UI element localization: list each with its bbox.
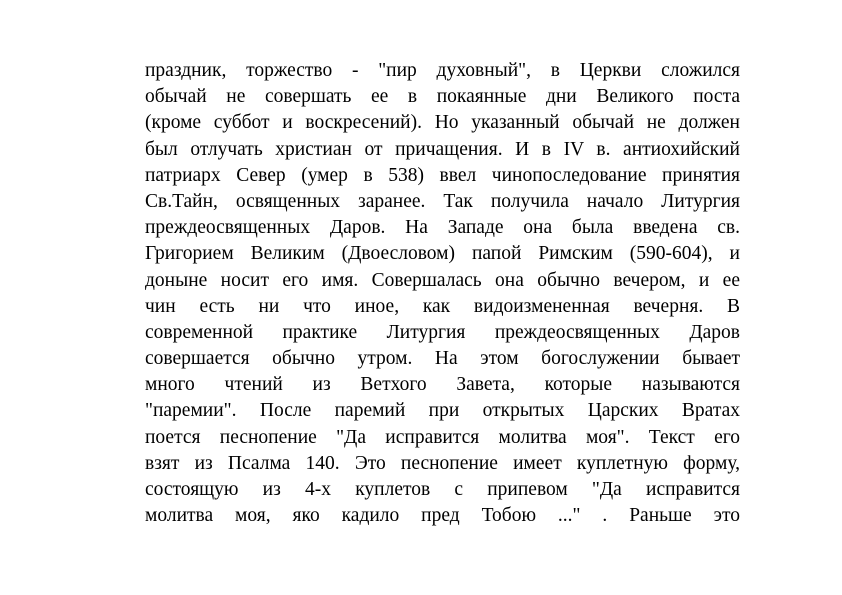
text-line: преждеосвященных Даров. На Западе она была введена св. [145,217,740,239]
text-line: праздник, торжество - "пир духовный", в Церкви сложился [145,60,740,81]
body-text [145,58,740,529]
text-line: был отлучать христиан от причащения. И в IV в. антиохийский [145,138,740,160]
text-line: современной практике Литургия преждеосвященных Даров [145,321,740,343]
text-line: молитва моя, яко кадило пред Тобою ..." . Раньше это [145,505,740,527]
text-line: Григорием Великим (Двоесловом) папой Римским (590-604), и [145,243,740,265]
text-line: "паремии". После паремий при открытых Царских Вратах [145,400,740,422]
text-line: чин есть ни что иное, как видоизмененная вечерня. В [145,295,740,317]
text-line: состоящую из 4-х куплетов с припевом "Да исправится [145,479,740,500]
text-line: Св.Тайн, освященных заранее. Так получила начало Литургия [145,190,740,212]
text-line: обычай не совершать ее в покаянные дни Великого поста [145,86,740,108]
text-line: взят из Псалма 140. Это песнопение имеет куплетную форму, [145,452,740,474]
text-line: поется песнопение "Да исправится молитва моя". Текст его [145,426,740,448]
text-line: доныне носит его имя. Совершалась она обычно вечером, и ее [145,269,740,291]
text-line: совершается обычно утром. На этом богослужении бывает [145,348,740,370]
text-line: много чтений из Ветхого Завета, которые называются [145,374,740,396]
text-line: патриарх Север (умер в 538) ввел чинопоследование принятия [145,164,740,186]
text-line: (кроме суббот и воскресений). Но указанный обычай не должен [145,112,740,134]
